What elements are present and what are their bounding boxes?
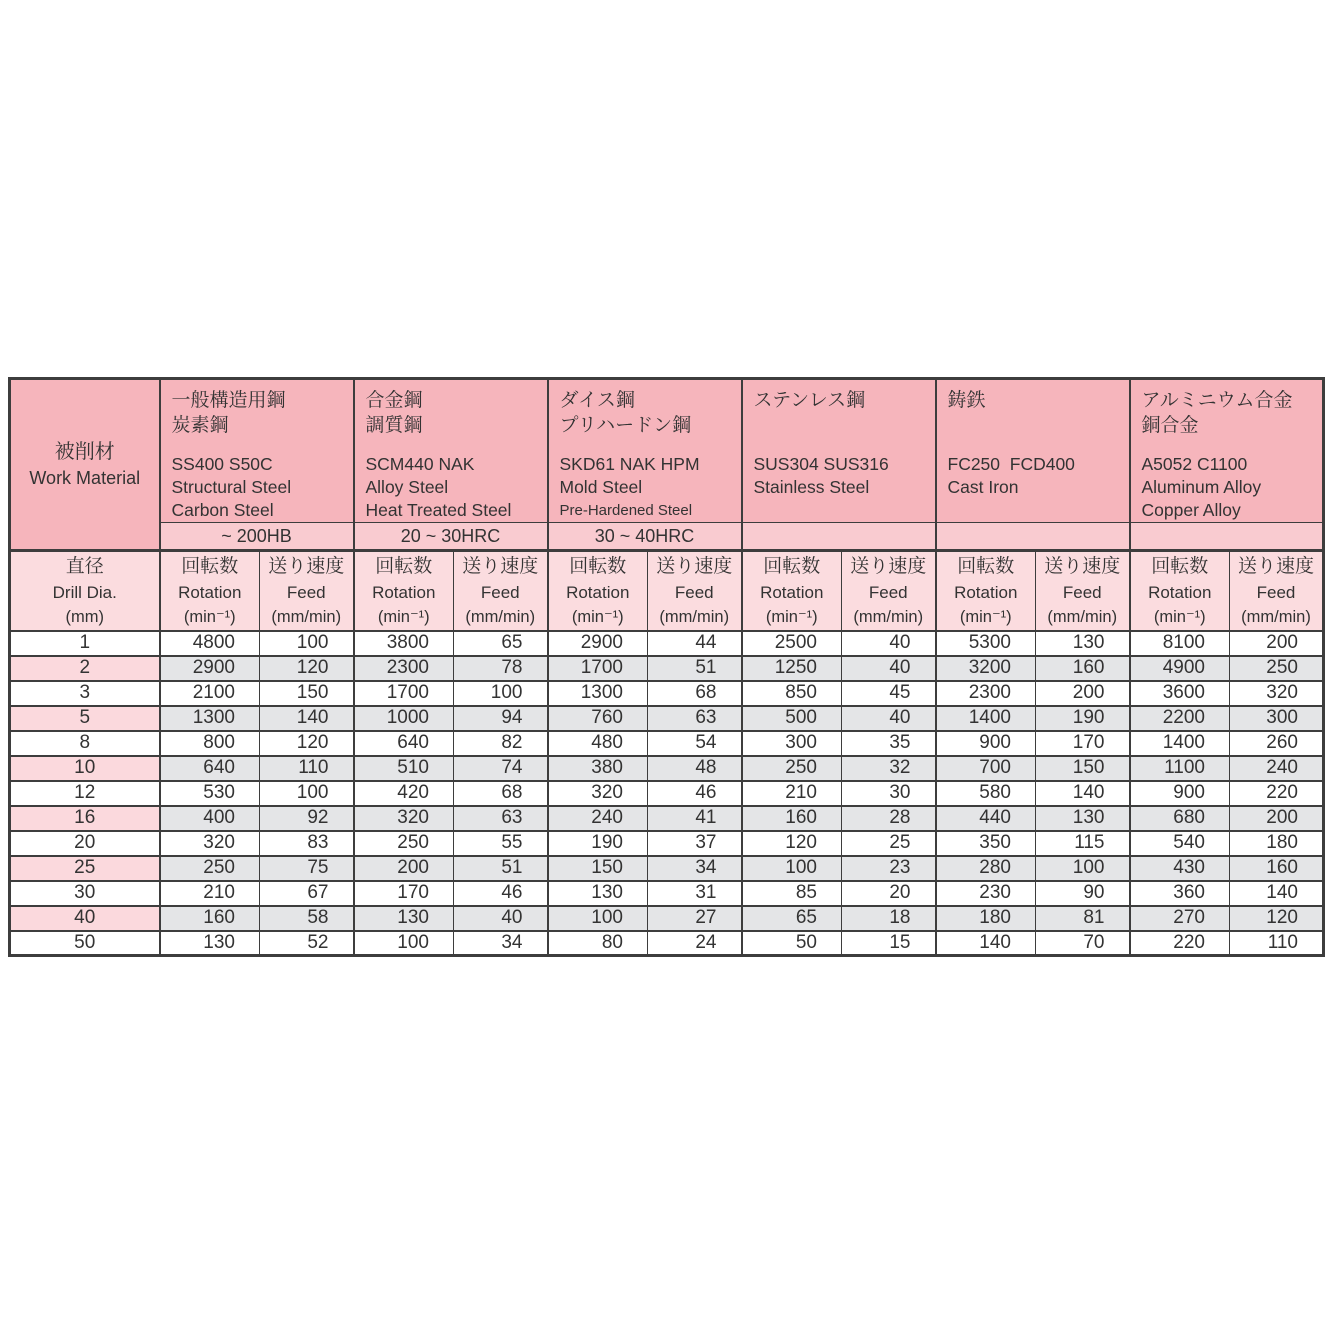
rotation-value-cell: 480: [548, 731, 648, 756]
rotation-header-cell: [160, 551, 260, 631]
feed-value-cell: 35: [842, 731, 936, 756]
feed-value-cell: 65: [454, 631, 548, 656]
rotation-value-cell: 280: [936, 856, 1036, 881]
material-name-ja-line: 調質鋼: [365, 415, 423, 436]
rotation-value-cell: 250: [742, 756, 842, 781]
feed-unit: (mm/min): [1047, 607, 1118, 626]
work-material-header-cell: [10, 379, 160, 551]
drill-dia-cell: 40: [10, 906, 160, 931]
feed-value-cell: 180: [1230, 831, 1324, 856]
feed-header-cell: [1230, 551, 1324, 631]
material-spec-line: SKD61 NAK HPM: [559, 454, 700, 474]
feed-value-cell: 200: [1036, 681, 1130, 706]
rotation-value-cell: 540: [1130, 831, 1230, 856]
feed-value-cell: 100: [260, 631, 354, 656]
material-name-ja-block: [948, 388, 1123, 444]
rotation-header-cell: [742, 551, 842, 631]
feed-value-cell: 15: [842, 931, 936, 956]
feed-unit: (mm/min): [853, 607, 924, 626]
rotation-label-en: Rotation: [566, 582, 630, 602]
feed-value-cell: 100: [1036, 856, 1130, 881]
rotation-value-cell: 500: [742, 706, 842, 731]
rotation-value-cell: 2200: [1130, 706, 1230, 731]
rotation-value-cell: 640: [160, 756, 260, 781]
material-spec-block: [366, 453, 541, 522]
rotation-label-en: Rotation: [372, 582, 436, 602]
feed-value-cell: 92: [260, 806, 354, 831]
rotation-value-cell: 100: [354, 931, 454, 956]
feed-value-cell: 220: [1230, 781, 1324, 806]
rotation-value-cell: 100: [742, 856, 842, 881]
feed-value-cell: 100: [260, 781, 354, 806]
rotation-label-en: Rotation: [178, 582, 242, 602]
rotation-value-cell: 3200: [936, 656, 1036, 681]
feed-value-cell: 46: [454, 881, 548, 906]
rotation-label-en: Rotation: [1148, 582, 1212, 602]
drill-dia-cell: 50: [10, 931, 160, 956]
feed-value-cell: 82: [454, 731, 548, 756]
feed-value-cell: 140: [260, 706, 354, 731]
feed-label-ja: 送り速度: [656, 555, 733, 577]
rotation-value-cell: 320: [354, 806, 454, 831]
rotation-value-cell: 400: [160, 806, 260, 831]
rotation-value-cell: 530: [160, 781, 260, 806]
rotation-value-cell: 580: [936, 781, 1036, 806]
feed-unit: (mm/min): [465, 607, 536, 626]
rotation-unit: (min⁻¹): [765, 607, 818, 626]
rotation-value-cell: 160: [160, 906, 260, 931]
feed-value-cell: 32: [842, 756, 936, 781]
feed-value-cell: 67: [260, 881, 354, 906]
feed-value-cell: 75: [260, 856, 354, 881]
feed-value-cell: 130: [1036, 631, 1130, 656]
rotation-unit: (min⁻¹): [959, 607, 1012, 626]
material-spec-line: Heat Treated Steel: [365, 500, 512, 520]
rotation-value-cell: 1400: [1130, 731, 1230, 756]
rotation-value-cell: 1100: [1130, 756, 1230, 781]
rotation-value-cell: 200: [354, 856, 454, 881]
rotation-value-cell: 270: [1130, 906, 1230, 931]
feed-label-ja: 送り速度: [462, 555, 539, 577]
drill-dia-label-en: Drill Dia.: [52, 582, 117, 602]
feed-value-cell: 68: [454, 781, 548, 806]
material-spec-line: SCM440 NAK: [365, 454, 475, 474]
feed-value-cell: 58: [260, 906, 354, 931]
data-row: [10, 756, 1324, 781]
feed-value-cell: 115: [1036, 831, 1130, 856]
feed-value-cell: 52: [260, 931, 354, 956]
hardness-band-cell: [936, 523, 1130, 551]
material-name-ja-line: 銅合金: [1141, 415, 1199, 436]
feed-label-ja: 送り速度: [268, 555, 345, 577]
rotation-value-cell: 430: [1130, 856, 1230, 881]
feed-value-cell: 200: [1230, 806, 1324, 831]
drill-dia-label-ja: 直径: [65, 555, 104, 577]
rotation-header-cell: [936, 551, 1036, 631]
drill-dia-cell: 5: [10, 706, 160, 731]
rotation-value-cell: 900: [1130, 781, 1230, 806]
material-header-cell: [742, 379, 936, 523]
feed-value-cell: 34: [454, 931, 548, 956]
feed-value-cell: 100: [454, 681, 548, 706]
drill-dia-cell: 20: [10, 831, 160, 856]
feed-value-cell: 240: [1230, 756, 1324, 781]
data-row: [10, 906, 1324, 931]
feed-value-cell: 63: [648, 706, 742, 731]
hardness-band-cell: [1130, 523, 1324, 551]
rotation-value-cell: 170: [354, 881, 454, 906]
feed-label-ja: 送り速度: [850, 555, 927, 577]
rotation-value-cell: 2900: [160, 656, 260, 681]
material-spec-line: Pre-Hardened Steel: [559, 502, 693, 519]
rotation-value-cell: 700: [936, 756, 1036, 781]
data-row: [10, 706, 1324, 731]
rotation-value-cell: 150: [548, 856, 648, 881]
feed-label-en: Feed: [286, 582, 326, 602]
feed-value-cell: 44: [648, 631, 742, 656]
feed-header-cell: [1036, 551, 1130, 631]
feed-value-cell: 45: [842, 681, 936, 706]
rotation-value-cell: 50: [742, 931, 842, 956]
material-spec-line: Alloy Steel: [365, 477, 449, 497]
rotation-value-cell: 220: [1130, 931, 1230, 956]
material-header-cell: [160, 379, 354, 523]
material-spec-line: Structural Steel: [171, 477, 292, 497]
rotation-value-cell: 5300: [936, 631, 1036, 656]
feed-value-cell: 18: [842, 906, 936, 931]
rotation-value-cell: 1300: [548, 681, 648, 706]
material-spec-line: A5052 C1100: [1141, 454, 1248, 474]
drill-dia-cell: 8: [10, 731, 160, 756]
rotation-value-cell: 380: [548, 756, 648, 781]
rotation-value-cell: 250: [160, 856, 260, 881]
material-spec-line: Copper Alloy: [1141, 500, 1241, 520]
feed-value-cell: 23: [842, 856, 936, 881]
drill-dia-cell: 12: [10, 781, 160, 806]
rotation-value-cell: 130: [548, 881, 648, 906]
rotation-value-cell: 160: [742, 806, 842, 831]
feed-value-cell: 40: [842, 631, 936, 656]
data-row: [10, 806, 1324, 831]
feed-value-cell: 83: [260, 831, 354, 856]
rotation-value-cell: 760: [548, 706, 648, 731]
rotation-value-cell: 320: [548, 781, 648, 806]
rotation-value-cell: 240: [548, 806, 648, 831]
rotation-unit: (min⁻¹): [1153, 607, 1206, 626]
material-name-ja-block: [172, 388, 347, 444]
rotation-value-cell: 1400: [936, 706, 1036, 731]
rotation-value-cell: 1000: [354, 706, 454, 731]
feed-value-cell: 74: [454, 756, 548, 781]
feed-label-en: Feed: [674, 582, 714, 602]
feed-value-cell: 200: [1230, 631, 1324, 656]
rotation-value-cell: 230: [936, 881, 1036, 906]
feed-value-cell: 25: [842, 831, 936, 856]
hardness-band-cell: 20 ~ 30HRC: [354, 523, 548, 551]
rotation-value-cell: 3800: [354, 631, 454, 656]
feed-value-cell: 28: [842, 806, 936, 831]
rotation-value-cell: 850: [742, 681, 842, 706]
feed-value-cell: 81: [1036, 906, 1130, 931]
feed-value-cell: 150: [260, 681, 354, 706]
hardness-band-cell: [742, 523, 936, 551]
feed-value-cell: 41: [648, 806, 742, 831]
data-row: [10, 831, 1324, 856]
feed-value-cell: 260: [1230, 731, 1324, 756]
feed-header-cell: [842, 551, 936, 631]
rotation-label-en: Rotation: [760, 582, 824, 602]
rotation-value-cell: 140: [936, 931, 1036, 956]
rotation-value-cell: 2500: [742, 631, 842, 656]
feed-value-cell: 54: [648, 731, 742, 756]
data-row: [10, 731, 1324, 756]
rotation-unit: (min⁻¹): [377, 607, 430, 626]
rotation-value-cell: 2300: [936, 681, 1036, 706]
feed-value-cell: 120: [1230, 906, 1324, 931]
material-spec-block: [754, 453, 929, 499]
feed-value-cell: 160: [1230, 856, 1324, 881]
feed-value-cell: 68: [648, 681, 742, 706]
rotation-value-cell: 85: [742, 881, 842, 906]
rotation-label-ja: 回転数: [763, 555, 821, 577]
rotation-unit: (min⁻¹): [183, 607, 236, 626]
work-material-label-en: Work Material: [29, 468, 141, 488]
rotation-value-cell: 3600: [1130, 681, 1230, 706]
feed-value-cell: 20: [842, 881, 936, 906]
feed-label-en: Feed: [868, 582, 908, 602]
feed-value-cell: 190: [1036, 706, 1130, 731]
material-header-cell: [354, 379, 548, 523]
feed-value-cell: 90: [1036, 881, 1130, 906]
material-name-ja-line: ステンレス鋼: [753, 390, 866, 411]
feed-value-cell: 40: [842, 656, 936, 681]
rotation-value-cell: 1700: [354, 681, 454, 706]
rotation-value-cell: 100: [548, 906, 648, 931]
material-name-ja-block: [754, 388, 929, 444]
hardness-band-row: [10, 523, 1324, 551]
material-header-cell: [548, 379, 742, 523]
material-name-ja-line: 一般構造用鋼: [171, 390, 286, 411]
feed-header-cell: [648, 551, 742, 631]
feed-unit: (mm/min): [271, 607, 342, 626]
feed-label-en: Feed: [1256, 582, 1296, 602]
drill-dia-unit: (mm): [65, 607, 104, 626]
rotation-header-cell: [354, 551, 454, 631]
rotation-value-cell: 4800: [160, 631, 260, 656]
rotation-value-cell: 420: [354, 781, 454, 806]
rotation-value-cell: 900: [936, 731, 1036, 756]
feed-value-cell: 55: [454, 831, 548, 856]
material-name-ja-block: [366, 388, 541, 444]
feed-value-cell: 70: [1036, 931, 1130, 956]
drill-dia-cell: 1: [10, 631, 160, 656]
rotation-value-cell: 680: [1130, 806, 1230, 831]
drill-dia-cell: 3: [10, 681, 160, 706]
feed-value-cell: 31: [648, 881, 742, 906]
feed-value-cell: 46: [648, 781, 742, 806]
rotation-label-en: Rotation: [954, 582, 1018, 602]
rotation-value-cell: 120: [742, 831, 842, 856]
rotation-header-cell: [1130, 551, 1230, 631]
feed-value-cell: 78: [454, 656, 548, 681]
rotation-label-ja: 回転数: [181, 555, 239, 577]
feed-value-cell: 40: [842, 706, 936, 731]
feed-value-cell: 140: [1036, 781, 1130, 806]
feed-value-cell: 48: [648, 756, 742, 781]
rotation-value-cell: 190: [548, 831, 648, 856]
feed-value-cell: 160: [1036, 656, 1130, 681]
data-row: [10, 856, 1324, 881]
feed-value-cell: 250: [1230, 656, 1324, 681]
material-name-ja-line: アルミニウム合金: [1141, 390, 1293, 411]
rotation-value-cell: 320: [160, 831, 260, 856]
material-spec-block: [1142, 453, 1317, 522]
feed-value-cell: 110: [260, 756, 354, 781]
feed-value-cell: 63: [454, 806, 548, 831]
feed-unit: (mm/min): [659, 607, 730, 626]
drill-dia-cell: 16: [10, 806, 160, 831]
material-spec-line: FC250 FCD400: [947, 454, 1075, 474]
feed-value-cell: 37: [648, 831, 742, 856]
rotation-value-cell: 250: [354, 831, 454, 856]
hardness-band-cell: 30 ~ 40HRC: [548, 523, 742, 551]
drill-dia-header-cell: [10, 551, 160, 631]
drill-dia-cell: 10: [10, 756, 160, 781]
material-header-row: [10, 379, 1324, 523]
rotation-value-cell: 2900: [548, 631, 648, 656]
material-name-ja-block: [560, 388, 735, 444]
work-material-label-ja: 被削材: [54, 441, 115, 463]
rotation-value-cell: 800: [160, 731, 260, 756]
feed-unit: (mm/min): [1241, 607, 1311, 626]
rotation-label-ja: 回転数: [957, 555, 1015, 577]
rotation-unit: (min⁻¹): [571, 607, 624, 626]
feed-value-cell: 320: [1230, 681, 1324, 706]
material-spec-line: SS400 S50C: [171, 454, 273, 474]
feed-value-cell: 34: [648, 856, 742, 881]
data-row: [10, 881, 1324, 906]
rotation-label-ja: 回転数: [569, 555, 627, 577]
material-spec-line: SUS304 SUS316: [753, 454, 889, 474]
material-name-ja-line: 炭素鋼: [171, 415, 229, 436]
rotation-value-cell: 4900: [1130, 656, 1230, 681]
rotation-value-cell: 1250: [742, 656, 842, 681]
material-spec-line: Carbon Steel: [171, 500, 274, 520]
data-row: [10, 631, 1324, 656]
feed-label-ja: 送り速度: [1237, 555, 1314, 577]
feed-header-cell: [454, 551, 548, 631]
feed-value-cell: 300: [1230, 706, 1324, 731]
rotation-value-cell: 1300: [160, 706, 260, 731]
feed-label-en: Feed: [480, 582, 520, 602]
feed-value-cell: 120: [260, 656, 354, 681]
feed-value-cell: 120: [260, 731, 354, 756]
material-name-ja-line: 合金鋼: [365, 390, 423, 411]
data-row: [10, 656, 1324, 681]
rotation-value-cell: 8100: [1130, 631, 1230, 656]
material-header-cell: [1130, 379, 1324, 523]
feed-value-cell: 40: [454, 906, 548, 931]
data-row: [10, 931, 1324, 956]
feed-value-cell: 24: [648, 931, 742, 956]
rotation-value-cell: 440: [936, 806, 1036, 831]
material-spec-block: [560, 453, 735, 522]
rotation-value-cell: 1700: [548, 656, 648, 681]
rotation-header-cell: [548, 551, 648, 631]
rotation-value-cell: 180: [936, 906, 1036, 931]
material-spec-block: [172, 453, 347, 522]
column-header-row: [10, 551, 1324, 631]
material-name-ja-block: [1142, 388, 1317, 444]
rotation-value-cell: 130: [354, 906, 454, 931]
feed-value-cell: 27: [648, 906, 742, 931]
rotation-value-cell: 2100: [160, 681, 260, 706]
material-spec-line: Stainless Steel: [753, 477, 870, 497]
drilling-conditions-table: [8, 377, 1325, 957]
feed-header-cell: [260, 551, 354, 631]
material-spec-block: [948, 453, 1123, 499]
material-spec-line: Cast Iron: [947, 477, 1019, 497]
feed-value-cell: 51: [454, 856, 548, 881]
feed-value-cell: 140: [1230, 881, 1324, 906]
drill-dia-cell: 2: [10, 656, 160, 681]
data-row: [10, 781, 1324, 806]
material-header-cell: [936, 379, 1130, 523]
material-spec-line: Aluminum Alloy: [1141, 477, 1262, 497]
rotation-label-ja: 回転数: [375, 555, 433, 577]
feed-value-cell: 150: [1036, 756, 1130, 781]
rotation-value-cell: 640: [354, 731, 454, 756]
feed-label-en: Feed: [1062, 582, 1102, 602]
material-name-ja-line: プリハードン鋼: [559, 415, 692, 436]
rotation-value-cell: 210: [160, 881, 260, 906]
feed-value-cell: 170: [1036, 731, 1130, 756]
rotation-value-cell: 130: [160, 931, 260, 956]
material-name-ja-line: ダイス鋼: [559, 390, 635, 411]
material-name-ja-line: 鋳鉄: [947, 390, 986, 411]
feed-label-ja: 送り速度: [1044, 555, 1121, 577]
feed-value-cell: 110: [1230, 931, 1324, 956]
feed-value-cell: 51: [648, 656, 742, 681]
feed-value-cell: 30: [842, 781, 936, 806]
rotation-value-cell: 360: [1130, 881, 1230, 906]
feed-value-cell: 94: [454, 706, 548, 731]
rotation-label-ja: 回転数: [1151, 555, 1209, 577]
hardness-band-cell: ~ 200HB: [160, 523, 354, 551]
rotation-value-cell: 65: [742, 906, 842, 931]
feed-value-cell: 130: [1036, 806, 1130, 831]
drill-dia-cell: 30: [10, 881, 160, 906]
rotation-value-cell: 80: [548, 931, 648, 956]
material-spec-line: Mold Steel: [559, 477, 643, 497]
rotation-value-cell: 300: [742, 731, 842, 756]
rotation-value-cell: 2300: [354, 656, 454, 681]
data-row: [10, 681, 1324, 706]
rotation-value-cell: 510: [354, 756, 454, 781]
rotation-value-cell: 350: [936, 831, 1036, 856]
rotation-value-cell: 210: [742, 781, 842, 806]
drill-dia-cell: 25: [10, 856, 160, 881]
